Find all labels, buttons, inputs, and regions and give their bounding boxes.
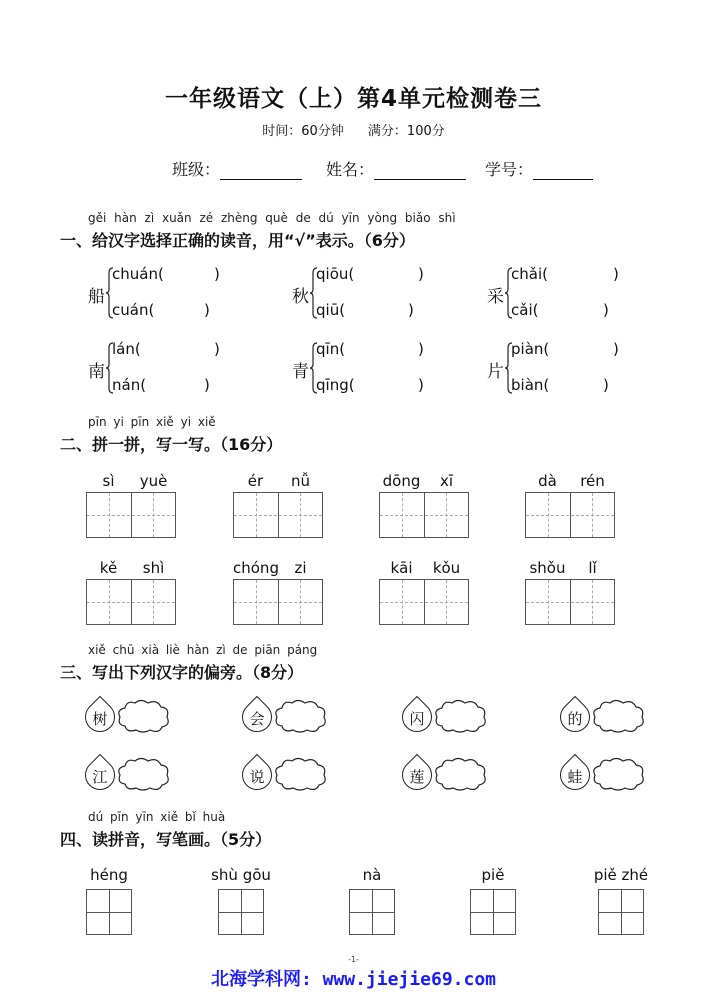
reading-option[interactable]: cuán( xyxy=(112,301,155,319)
radical-char: 江 xyxy=(92,768,108,786)
reading-option[interactable]: cǎi( xyxy=(511,301,539,319)
grid-pinyin: kāi xyxy=(390,559,413,577)
option-char: 秋 xyxy=(292,287,309,307)
radical-char: 的 xyxy=(567,710,583,728)
cloud-answer-box[interactable] xyxy=(272,698,328,734)
stroke-pinyin: piě xyxy=(481,866,505,884)
exam-meta xyxy=(0,120,707,139)
radical-char: 树 xyxy=(92,710,108,728)
option-char: 片 xyxy=(487,362,504,382)
option-char: 青 xyxy=(292,362,309,382)
grid-pinyin: xī xyxy=(439,472,454,490)
radical-char: 闪 xyxy=(409,710,425,728)
name-label: 姓名： xyxy=(326,160,375,179)
radical-char: 会 xyxy=(249,710,265,728)
cloud-answer-box[interactable] xyxy=(272,756,328,792)
tianzige-grid[interactable] xyxy=(86,492,176,538)
cloud-answer-box[interactable] xyxy=(115,698,171,734)
stroke-grid[interactable] xyxy=(470,889,516,935)
section3-heading: 三、写出下列汉字的偏旁。（8分） xyxy=(60,663,304,682)
cloud-answer-box[interactable] xyxy=(590,756,646,792)
section2-heading: 二、拼一拼，写一写。（16分） xyxy=(60,435,283,454)
page-title: 一年级语文（上）第4单元检测卷三 xyxy=(164,86,542,112)
cloud-answer-box[interactable] xyxy=(590,698,646,734)
reading-option[interactable]: qiōu( xyxy=(316,265,355,283)
stroke-grid[interactable] xyxy=(218,889,264,935)
grid-pinyin: dà xyxy=(538,472,557,490)
grid-pinyin: shǒu xyxy=(529,559,566,577)
grid-pinyin: kě xyxy=(99,559,118,577)
option-char: 采 xyxy=(487,287,504,307)
reading-option[interactable]: nán( xyxy=(112,376,147,394)
reading-option[interactable]: qīng( xyxy=(316,376,355,394)
id-label: 学号： xyxy=(485,160,534,179)
page-number: -1- xyxy=(348,955,359,964)
footer-watermark: 北海学科网: www.jiejie69.com xyxy=(210,969,497,990)
stroke-grid[interactable] xyxy=(349,889,395,935)
grid-pinyin: chóng xyxy=(233,559,279,577)
reading-option[interactable]: qiū( xyxy=(316,301,346,319)
grid-pinyin: zi xyxy=(294,559,307,577)
answer-paren[interactable]: ) xyxy=(408,301,414,319)
name-field[interactable] xyxy=(326,157,466,180)
tianzige-grid[interactable] xyxy=(233,579,323,625)
cloud-answer-box[interactable] xyxy=(432,756,488,792)
answer-paren[interactable]: ) xyxy=(418,265,424,283)
stroke-grid[interactable] xyxy=(598,889,644,935)
grid-pinyin: shì xyxy=(142,559,165,577)
section2-pinyin: pīn yi pīn xiě yi xiě xyxy=(88,415,216,429)
reading-option[interactable]: chǎi( xyxy=(511,265,548,283)
stroke-pinyin: shù gōu xyxy=(211,866,271,884)
tianzige-grid[interactable] xyxy=(525,579,615,625)
radical-char: 蛙 xyxy=(567,768,583,786)
tianzige-grid[interactable] xyxy=(525,492,615,538)
grid-pinyin: dōng xyxy=(382,472,421,490)
answer-paren[interactable]: ) xyxy=(418,340,424,358)
section4-pinyin: dú pīn yīn xiě bǐ huà xyxy=(88,810,226,824)
reading-option[interactable]: piàn( xyxy=(511,340,550,358)
reading-option[interactable]: chuán( xyxy=(112,265,164,283)
radical-char: 说 xyxy=(249,768,265,786)
reading-option[interactable]: qīn( xyxy=(316,340,346,358)
answer-paren[interactable]: ) xyxy=(204,301,210,319)
tianzige-grid[interactable] xyxy=(379,579,469,625)
cloud-answer-box[interactable] xyxy=(432,698,488,734)
answer-paren[interactable]: ) xyxy=(214,340,220,358)
radical-char: 莲 xyxy=(409,768,425,786)
grid-pinyin: sì xyxy=(102,472,115,490)
option-char: 船 xyxy=(88,287,105,307)
grid-pinyin: rén xyxy=(580,472,605,490)
grid-pinyin: lǐ xyxy=(588,559,597,577)
full-score: 满分：100分 xyxy=(367,124,445,139)
tianzige-grid[interactable] xyxy=(233,492,323,538)
reading-option[interactable]: biàn( xyxy=(511,376,550,394)
cloud-answer-box[interactable] xyxy=(115,756,171,792)
class-field[interactable] xyxy=(172,157,302,180)
answer-paren[interactable]: ) xyxy=(214,265,220,283)
time-limit: 时间：60分钟 xyxy=(262,124,344,139)
grid-pinyin: nǚ xyxy=(290,472,310,490)
answer-paren[interactable]: ) xyxy=(418,376,424,394)
tianzige-grid[interactable] xyxy=(86,579,176,625)
class-label: 班级： xyxy=(172,160,221,179)
section4-heading: 四、读拼音，写笔画。（5分） xyxy=(60,830,272,849)
grid-pinyin: kǒu xyxy=(432,559,461,577)
answer-paren[interactable]: ) xyxy=(603,301,609,319)
grid-pinyin: ér xyxy=(247,472,264,490)
option-char: 南 xyxy=(88,362,105,382)
answer-paren[interactable]: ) xyxy=(603,376,609,394)
stroke-pinyin: nà xyxy=(362,866,382,884)
section1-pinyin: gěi hàn zì xuǎn zé zhèng què de dú yīn yòng biǎo shì xyxy=(88,211,456,225)
reading-option[interactable]: lán( xyxy=(112,340,141,358)
grid-pinyin: yuè xyxy=(139,472,168,490)
stroke-pinyin: piě zhé xyxy=(593,866,649,884)
stroke-grid[interactable] xyxy=(86,889,132,935)
answer-paren[interactable]: ) xyxy=(613,265,619,283)
tianzige-grid[interactable] xyxy=(379,492,469,538)
section3-pinyin: xiě chū xià liè hàn zì de piān páng xyxy=(88,643,318,657)
section1-heading: 一、给汉字选择正确的读音，用“√”表示。（6分） xyxy=(60,231,415,250)
student-id-field[interactable] xyxy=(485,157,593,180)
stroke-pinyin: héng xyxy=(90,866,128,884)
answer-paren[interactable]: ) xyxy=(613,340,619,358)
answer-paren[interactable]: ) xyxy=(204,376,210,394)
